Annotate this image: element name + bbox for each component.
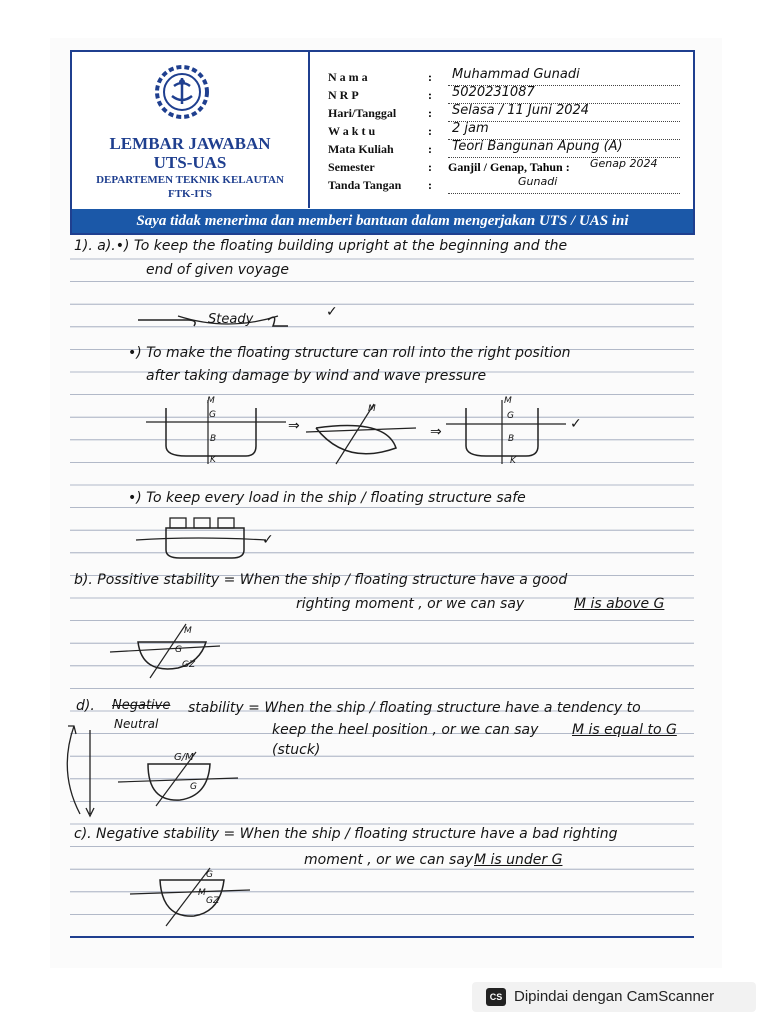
bullet3: •) To keep every load in the ship / floating structure safe <box>128 490 526 506</box>
semester-value: Genap 2024 <box>590 157 658 170</box>
field-nrp: N R P : 5020231087 <box>328 88 688 106</box>
steady-label: Steady <box>208 312 254 327</box>
bullet2-line2: after taking damage by wind and wave pressure <box>146 368 487 384</box>
d-diagram-g: G <box>190 782 197 792</box>
diagram2-m: M <box>368 404 376 414</box>
b-line2: righting moment , or we can say <box>296 596 525 612</box>
header-title-block <box>72 52 310 208</box>
camscanner-logo-icon: CS <box>486 988 506 1006</box>
d-line3: (stuck) <box>272 742 321 758</box>
check-mark-icon: ✓ <box>262 532 274 548</box>
positive-stability-sketch-icon <box>110 622 230 678</box>
exam-type: UTS-UAS <box>153 153 227 172</box>
c-line1: c). Negative stability = When the ship / floating structure have a bad righting <box>74 826 618 842</box>
integrity-banner: Saya tidak menerima dan memberi bantuan dalam mengerjakan UTS / UAS ini <box>72 209 693 233</box>
q1a-line1: 1). a).•) To keep the floating building upright at the beginning and the <box>74 238 568 254</box>
d-neutral-correction: Neutral <box>114 717 159 731</box>
negative-stability-sketch-icon <box>130 866 250 928</box>
b-underlined-conclusion: M is above G <box>574 596 665 612</box>
d-line1: stability = When the ship / floating structure have a tendency to <box>188 700 641 716</box>
field-semester: Semester : Ganjil / Genap, Tahun : Genap 2024 <box>328 157 658 174</box>
b-diagram-g: G <box>175 645 182 655</box>
cargo-ship-sketch-icon <box>136 514 276 564</box>
arrow-icon: ⇒ <box>288 418 300 434</box>
check-mark-icon: ✓ <box>326 304 338 320</box>
b-diagram-m: M <box>184 626 192 636</box>
field-waktu: W a k t u : 2 jam <box>328 124 688 142</box>
c-diagram-g: G <box>206 870 213 880</box>
diagram3-b: B <box>508 434 515 444</box>
field-hari-tanggal: Hari/Tanggal : Selasa / 11 Juni 2024 <box>328 106 688 124</box>
diagram3-k: K <box>510 456 516 466</box>
matkul-value: Teori Bangunan Apung (A) <box>452 139 623 154</box>
b-line1: b). Possitive stability = When the ship / floating structure have a good <box>74 572 568 588</box>
diagram1-m: M <box>207 396 215 406</box>
diagram3-m: M <box>504 396 512 406</box>
c-line2: moment , or we can say <box>304 852 474 868</box>
bullet2-line1: •) To make the floating structure can roll into the right position <box>128 345 571 361</box>
c-diagram-m: M <box>198 888 206 898</box>
d-prefix: d). <box>76 698 95 714</box>
diagram1-b: B <box>210 434 217 444</box>
sheet-title: LEMBAR JAWABAN <box>109 134 271 153</box>
d-line2: keep the heel position , or we can say <box>272 722 539 738</box>
c-diagram-gz: GZ <box>206 896 220 906</box>
field-mata-kuliah: Mata Kuliah : Teori Bangunan Apung (A) <box>328 142 688 160</box>
q1a-line2: end of given voyage <box>146 262 289 278</box>
c-underlined-conclusion: M is under G <box>474 852 563 868</box>
diagram1-g: G <box>209 410 216 420</box>
d-struck-word: Negative <box>112 698 171 713</box>
d-underlined-conclusion: M is equal to G <box>572 722 677 738</box>
signature: Gunadi <box>518 175 558 188</box>
arrow-icon: ⇒ <box>430 424 442 440</box>
waktu-value: 2 jam <box>452 121 489 136</box>
field-nama: N a m a : Muhammad Gunadi <box>328 70 688 88</box>
swap-arrow-icon <box>56 722 96 822</box>
its-logo-icon <box>154 64 210 124</box>
check-mark-icon: ✓ <box>570 416 582 432</box>
diagram1-k: K <box>210 455 216 465</box>
department-name: DEPARTEMEN TEKNIK KELAUTAN <box>96 174 284 186</box>
answer-sheet-header <box>70 50 695 235</box>
faculty-name: FTK-ITS <box>167 188 212 200</box>
nama-value: Muhammad Gunadi <box>452 67 580 82</box>
hari-value: Selasa / 11 Juni 2024 <box>452 103 590 118</box>
field-tanda-tangan: Tanda Tangan : Gunadi <box>328 178 688 196</box>
camscanner-text: Dipindai dengan CamScanner <box>514 988 715 1005</box>
student-info-form <box>328 67 688 196</box>
b-diagram-gz: GZ <box>182 660 196 670</box>
d-diagram-gm: G/M <box>174 752 194 763</box>
camscanner-watermark <box>472 982 756 1012</box>
nrp-value: 5020231087 <box>452 85 535 100</box>
diagram3-g: G <box>507 411 514 421</box>
